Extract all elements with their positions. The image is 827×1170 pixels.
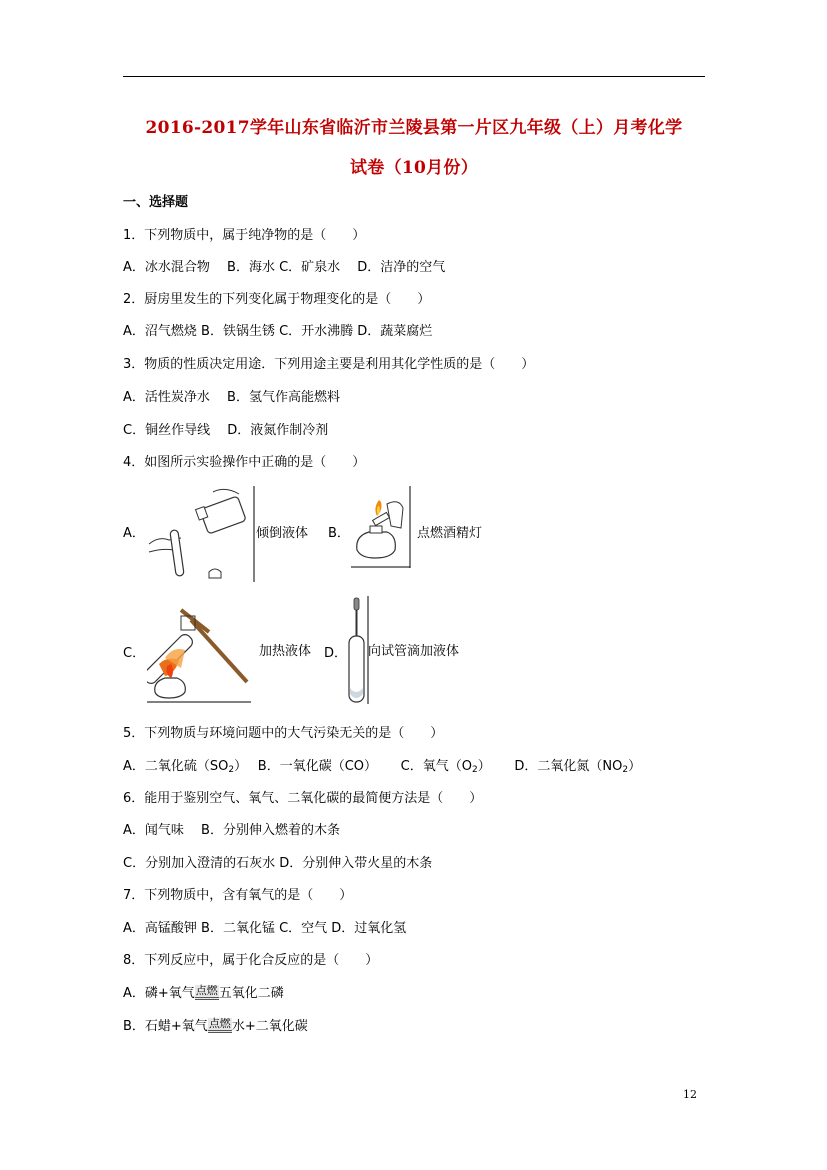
q4-option-a-letter: A． <box>123 526 145 541</box>
question-8-option-b <box>123 1018 308 1036</box>
q4-option-d-text: 向试管滴加液体 <box>368 644 460 659</box>
paper-title-line2: 试卷（10月份） <box>349 158 479 178</box>
question-1-stem: 1．下列物质中，属于纯净物的是（ ） <box>123 228 366 243</box>
q5-option-c-subscript: 2 <box>471 765 478 775</box>
question-2-options: A．沼气燃烧 B．铁锅生锈 C．开水沸腾 D．蔬菜腐烂 <box>123 324 433 339</box>
q4-option-b-text: 点燃酒精灯 <box>417 526 483 541</box>
q4-option-d-letter: D． <box>324 646 348 661</box>
page-number: 12 <box>683 1088 697 1101</box>
paper-title-line1: 2016-2017学年山东省临沂市兰陵县第一片区九年级（上）月考化学 <box>145 118 683 138</box>
dropper-figure <box>346 596 370 708</box>
light-alcohol-lamp-figure <box>351 486 415 572</box>
question-5-options <box>123 758 641 779</box>
q5-option-a-close: ） <box>234 759 241 774</box>
question-6-options-cd: C．分别加入澄清的石灰水 D．分别伸入带火星的木条 <box>123 856 433 871</box>
q5-option-b: B．一氧化碳（CO） <box>257 759 371 774</box>
q8-b-product: 水+二氧化碳 <box>231 1019 308 1034</box>
q4-option-a-text: 倾倒液体 <box>256 526 309 541</box>
q8-a-product: 五氧化二磷 <box>218 986 284 1001</box>
ignite-condition-b: 点燃 <box>208 1018 232 1033</box>
question-3-options-cd: C．铜丝作导线 D．液氮作制冷剂 <box>123 423 329 438</box>
q5-option-c-close: ） <box>477 759 485 774</box>
question-8-option-a <box>123 985 284 1003</box>
header-rule <box>123 76 705 77</box>
question-3-options-ab: A．活性炭净水 B．氢气作高能燃料 <box>123 390 340 405</box>
q5-option-d-close: ） <box>628 759 642 774</box>
question-5-stem: 5．下列物质与环境问题中的大气污染无关的是（ ） <box>123 726 444 741</box>
q4-option-c-letter: C． <box>123 646 146 661</box>
question-6-stem: 6．能用于鉴别空气、氧气、二氧化碳的最简便方法是（ ） <box>123 791 483 806</box>
question-2-stem: 2．厨房里发生的下列变化属于物理变化的是（ ） <box>123 292 431 307</box>
q5-option-a: A．二氧化硫（SO <box>123 759 229 774</box>
question-7-stem: 7．下列物质中，含有氧气的是（ ） <box>123 888 353 903</box>
q4-option-c-text: 加热液体 <box>259 644 312 659</box>
q8-a-reactants: A．磷+氧气 <box>123 986 195 1001</box>
question-6-options-ab: A．闻气味 B．分别伸入燃着的木条 <box>123 823 340 838</box>
section-heading: 一、选择题 <box>123 195 189 210</box>
heat-liquid-figure <box>147 598 255 708</box>
pour-liquid-figure <box>147 486 257 586</box>
question-8-stem: 8．下列反应中，属于化合反应的是（ ） <box>123 953 379 968</box>
question-1-options: A．冰水混合物 B．海水 C．矿泉水 D．洁净的空气 <box>123 260 446 275</box>
q8-b-reactants: B．石蜡+氧气 <box>123 1019 208 1034</box>
q4-option-b-letter: B． <box>328 526 350 541</box>
ignite-condition-a: 点燃 <box>195 985 219 1000</box>
question-4-stem: 4．如图所示实验操作中正确的是（ ） <box>123 455 366 470</box>
q5-option-a-subscript: 2 <box>228 765 235 775</box>
q5-option-d: D．二氧化氮（NO <box>514 759 623 774</box>
q5-option-d-subscript: 2 <box>622 765 629 775</box>
question-7-options: A．高锰酸钾 B．二氧化锰 C．空气 D．过氧化氢 <box>123 921 407 936</box>
question-3-stem: 3．物质的性质决定用途．下列用途主要是利用其化学性质的是（ ） <box>123 357 535 372</box>
q5-option-c: C．氧气（O <box>400 759 472 774</box>
